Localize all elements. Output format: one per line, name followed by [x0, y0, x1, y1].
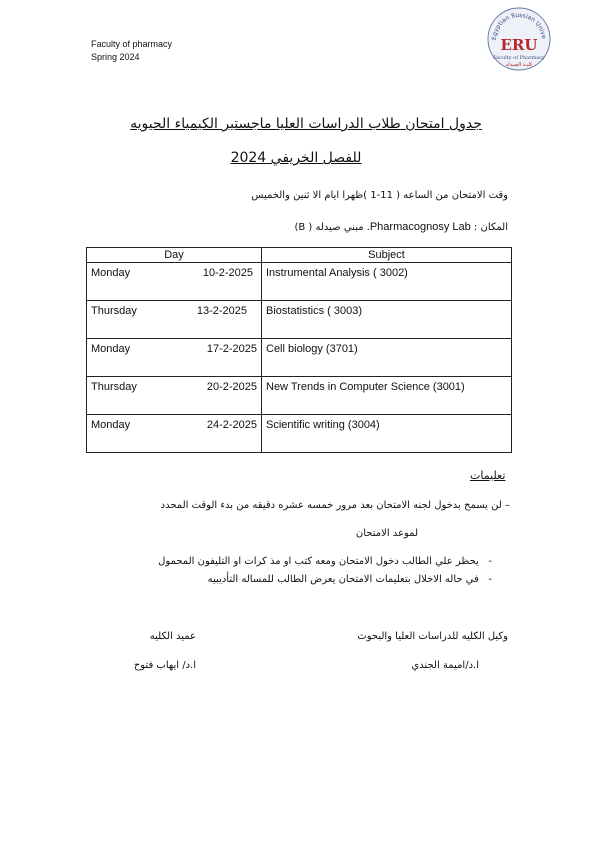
- subject-cell: Cell biology (3701): [262, 339, 512, 377]
- subject-cell: Instrumental Analysis ( 3002): [262, 263, 512, 301]
- exam-schedule-table: [86, 247, 512, 453]
- logo-arc-text: Egyptian Russian Unive: [490, 11, 548, 41]
- dash-bullet-icon: –: [501, 500, 510, 511]
- table-row: [87, 377, 512, 415]
- dean-name: ا.د/ ايهاب فتوح: [133, 660, 196, 671]
- location-lab: Pharmacognosy Lab.: [366, 221, 471, 233]
- exam-time: وقت الامتحان من الساعه ( 11-1 )ظهرا ايام الا ثنين والخميس: [251, 190, 508, 201]
- logo-letters: ERU: [500, 36, 538, 54]
- instructions-title: تعليمات: [470, 469, 506, 482]
- dash-bullet-icon: -: [478, 574, 492, 585]
- instruction-item-2: - يحظر علي الطالب دخول الامتحان ومعه كتب او مذ كرات او التليفون المحمول: [158, 556, 492, 567]
- table-row: [87, 301, 512, 339]
- instruction-item-1-continued: لموعد الامتحان: [355, 528, 418, 539]
- day-name: Monday: [91, 343, 131, 355]
- day-name: Thursday: [91, 305, 137, 317]
- exam-date: 17-2-2025: [206, 343, 257, 355]
- subject-cell: New Trends in Computer Science (3001): [262, 377, 512, 415]
- day-cell: [87, 339, 262, 377]
- exam-date: 20-2-2025: [206, 381, 257, 393]
- day-name: Monday: [91, 419, 131, 431]
- location-line: [294, 221, 508, 233]
- eru-logo: [486, 6, 552, 72]
- day-name: Thursday: [91, 381, 137, 393]
- dean-title: عميد الكليه: [149, 631, 196, 642]
- header-subject: Subject: [262, 248, 512, 263]
- day-cell: [87, 301, 262, 339]
- day-cell: [87, 263, 262, 301]
- day-cell: [87, 415, 262, 453]
- vice-dean-title: وكيل الكليه للدراسات العليا والبحوث: [357, 631, 508, 642]
- exam-date: 10-2-2025: [202, 267, 253, 279]
- subject-cell: Scientific writing (3004): [262, 415, 512, 453]
- location-building: مبني صيدله ( B): [294, 222, 364, 233]
- location-label: المكان :: [473, 222, 508, 233]
- table-row: [87, 415, 512, 453]
- exam-date: 13-2-2025: [196, 305, 247, 317]
- table-header-row: [87, 248, 512, 263]
- faculty-name: Faculty of pharmacy: [91, 39, 173, 49]
- day-cell: [87, 377, 262, 415]
- dash-bullet-icon: -: [478, 556, 492, 567]
- faculty-header: [91, 38, 172, 64]
- vice-dean-name: ا.د/اميمة الجندي: [411, 660, 479, 671]
- page-title: جدول امتحان طلاب الدراسات العليا ماجستير الكيمياء الحيويه: [130, 116, 482, 132]
- exam-date: 24-2-2025: [206, 419, 257, 431]
- table-row: [87, 339, 512, 377]
- instruction-item-1: – لن يسمح بدخول لجنه الامتحان بعد مرور خمسه عشره دقيقه من بدء الوقت المحدد: [160, 500, 510, 511]
- logo-caption-en: Faculty of Pharmacy: [493, 55, 545, 61]
- logo-caption-ar: كليـة الصيدلة: [505, 62, 533, 68]
- header-day: Day: [87, 248, 262, 263]
- instruction-item-3: - في حاله الاخلال بتعليمات الامتحان يعرض الطالب للمساله التأديبيه: [207, 574, 492, 585]
- day-name: Monday: [91, 267, 131, 279]
- page-subtitle: للفصل الخريفي 2024: [230, 150, 362, 166]
- subject-cell: Biostatistics ( 3003): [262, 301, 512, 339]
- term-label: Spring 2024: [91, 52, 140, 62]
- table-row: [87, 263, 512, 301]
